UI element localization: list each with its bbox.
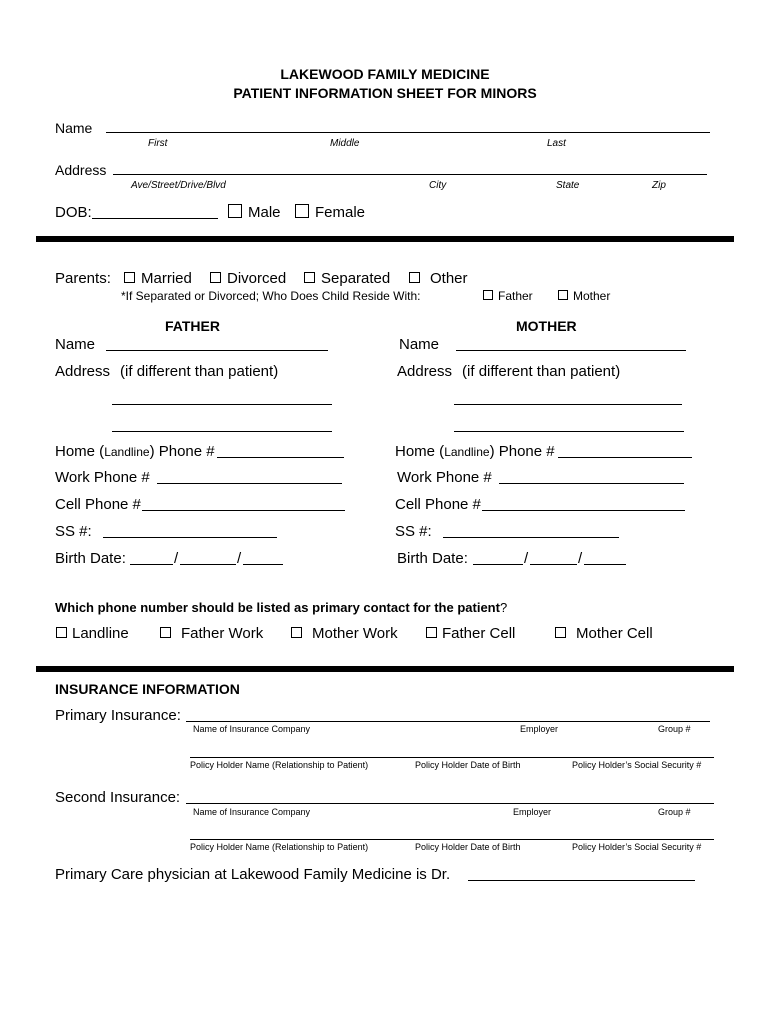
father-home-suffix: ) Phone #	[149, 443, 215, 460]
primary-policy-holder-field[interactable]	[190, 757, 714, 758]
mother-birth-sep-1: /	[524, 550, 529, 567]
primary-hint-employer: Employer	[520, 724, 559, 734]
contact-mother-cell-label: Mother Cell	[576, 625, 653, 642]
father-address-field-2[interactable]	[112, 431, 332, 432]
mother-birth-date-label: Birth Date:	[397, 550, 468, 567]
hint-zip: Zip	[652, 180, 666, 191]
contact-father-cell-checkbox[interactable]	[426, 627, 437, 638]
mother-home-phone-field[interactable]	[558, 457, 692, 458]
reside-father-checkbox[interactable]	[483, 290, 493, 300]
mother-address-text: Address	[397, 363, 453, 380]
second-policy-holder-field[interactable]	[190, 839, 714, 840]
reside-mother-label: Mother	[573, 289, 611, 303]
primary-hint-holder: Policy Holder Name (Relationship to Patient)	[190, 760, 369, 770]
mother-ss-field[interactable]	[443, 537, 619, 538]
father-birth-sep-1: /	[174, 550, 179, 567]
father-ss-field[interactable]	[103, 537, 277, 538]
other-label: Other	[430, 270, 468, 287]
reside-question: *If Separated or Divorced; Who Does Child Reside With:	[121, 289, 421, 303]
reside-father-label: Father	[498, 289, 533, 303]
second-hint-holder-ssn: Policy Holder’s Social Security #	[572, 842, 702, 852]
hint-first: First	[148, 138, 168, 149]
patient-name-field[interactable]	[106, 132, 710, 133]
parents-label: Parents:	[55, 270, 111, 287]
dob-label: DOB:	[55, 204, 92, 221]
mother-ss-label: SS #:	[395, 523, 432, 540]
second-insurance-field[interactable]	[186, 803, 714, 804]
mother-home-prefix: Home (	[395, 443, 445, 460]
divorced-label: Divorced	[227, 270, 287, 287]
reside-mother-checkbox[interactable]	[558, 290, 568, 300]
second-hint-employer: Employer	[513, 807, 552, 817]
father-home-phone-field[interactable]	[217, 457, 344, 458]
mother-birth-day-field[interactable]	[530, 564, 577, 565]
mother-work-phone-label: Work Phone #	[397, 469, 492, 486]
father-work-phone-label: Work Phone #	[55, 469, 150, 486]
father-home-landline: Landline	[104, 445, 150, 459]
female-checkbox[interactable]	[295, 204, 309, 218]
father-birth-date-label: Birth Date:	[55, 550, 126, 567]
second-hint-group: Group #	[658, 807, 691, 817]
primary-hint-holder-ssn: Policy Holder’s Social Security #	[572, 760, 702, 770]
father-heading: FATHER	[165, 318, 220, 334]
mother-cell-phone-label: Cell Phone #	[395, 496, 481, 513]
contact-father-cell-label: Father Cell	[442, 625, 516, 642]
mother-home-suffix: ) Phone #	[489, 443, 555, 460]
mother-birth-sep-2: /	[578, 550, 583, 567]
primary-hint-holder-dob: Policy Holder Date of Birth	[415, 760, 521, 770]
mother-address-label	[397, 364, 620, 379]
primary-insurance-label: Primary Insurance:	[55, 707, 181, 724]
section-divider	[36, 236, 734, 242]
insurance-heading: INSURANCE INFORMATION	[55, 681, 240, 697]
contact-mother-cell-checkbox[interactable]	[555, 627, 566, 638]
mother-birth-month-field[interactable]	[473, 564, 523, 565]
physician-field[interactable]	[468, 880, 695, 881]
father-birth-day-field[interactable]	[180, 564, 236, 565]
primary-contact-question	[55, 601, 507, 614]
female-label: Female	[315, 204, 366, 221]
mother-home-landline: Landline	[444, 445, 490, 459]
contact-mother-work-label: Mother Work	[312, 625, 398, 642]
clinic-name: LAKEWOOD FAMILY MEDICINE	[280, 66, 490, 82]
hint-middle: Middle	[330, 138, 360, 149]
second-hint-holder: Policy Holder Name (Relationship to Patient)	[190, 842, 369, 852]
father-name-label: Name	[55, 336, 96, 353]
father-home-prefix: Home (	[55, 443, 105, 460]
primary-insurance-field[interactable]	[186, 721, 710, 722]
contact-father-work-label: Father Work	[181, 625, 264, 642]
divorced-checkbox[interactable]	[210, 272, 221, 283]
form-title: PATIENT INFORMATION SHEET FOR MINORS	[233, 85, 537, 101]
contact-landline-checkbox[interactable]	[56, 627, 67, 638]
patient-address-field[interactable]	[113, 174, 707, 175]
separated-label: Separated	[321, 270, 391, 287]
father-cell-phone-field[interactable]	[142, 510, 345, 511]
male-checkbox[interactable]	[228, 204, 242, 218]
physician-label: Primary Care physician at Lakewood Family Medicine is Dr.	[55, 866, 451, 883]
father-address-field-1[interactable]	[112, 404, 332, 405]
contact-father-work-checkbox[interactable]	[160, 627, 171, 638]
mother-birth-year-field[interactable]	[584, 564, 626, 565]
hint-state: State	[556, 180, 580, 191]
primary-contact-question-mark: ?	[499, 600, 508, 615]
mother-name-field[interactable]	[456, 350, 686, 351]
dob-field[interactable]	[92, 218, 218, 219]
father-birth-month-field[interactable]	[130, 564, 173, 565]
married-checkbox[interactable]	[124, 272, 135, 283]
father-birth-sep-2: /	[237, 550, 242, 567]
father-birth-year-field[interactable]	[243, 564, 283, 565]
male-label: Male	[248, 204, 281, 221]
contact-mother-work-checkbox[interactable]	[291, 627, 302, 638]
hint-last: Last	[547, 138, 566, 149]
mother-name-label: Name	[399, 336, 440, 353]
married-label: Married	[141, 270, 192, 287]
father-address-label	[55, 364, 278, 379]
contact-landline-label: Landline	[72, 625, 129, 642]
second-hint-holder-dob: Policy Holder Date of Birth	[415, 842, 521, 852]
father-ss-label: SS #:	[55, 523, 92, 540]
father-home-phone-label	[55, 444, 215, 459]
father-name-field[interactable]	[106, 350, 328, 351]
father-cell-phone-label: Cell Phone #	[55, 496, 141, 513]
father-address-text: Address	[55, 363, 111, 380]
patient-address-label: Address	[55, 162, 107, 178]
mother-address-note: (if different than patient)	[462, 363, 621, 380]
primary-contact-question-text: Which phone number should be listed as primary contact for the patient	[55, 600, 500, 615]
separated-checkbox[interactable]	[304, 272, 315, 283]
mother-heading: MOTHER	[516, 318, 577, 334]
section-divider-2	[36, 666, 734, 672]
mother-cell-phone-field[interactable]	[482, 510, 685, 511]
mother-home-phone-label	[395, 444, 555, 459]
other-checkbox[interactable]	[409, 272, 420, 283]
mother-address-field-1[interactable]	[454, 404, 682, 405]
hint-city: City	[429, 180, 447, 191]
primary-hint-company: Name of Insurance Company	[193, 724, 311, 734]
father-address-note: (if different than patient)	[120, 363, 279, 380]
second-insurance-label: Second Insurance:	[55, 789, 181, 806]
patient-name-label: Name	[55, 120, 93, 136]
hint-street: Ave/Street/Drive/Blvd	[131, 180, 226, 191]
primary-hint-group: Group #	[658, 724, 691, 734]
second-hint-company: Name of Insurance Company	[193, 807, 311, 817]
mother-work-phone-field[interactable]	[499, 483, 684, 484]
father-work-phone-field[interactable]	[157, 483, 342, 484]
mother-address-field-2[interactable]	[454, 431, 684, 432]
